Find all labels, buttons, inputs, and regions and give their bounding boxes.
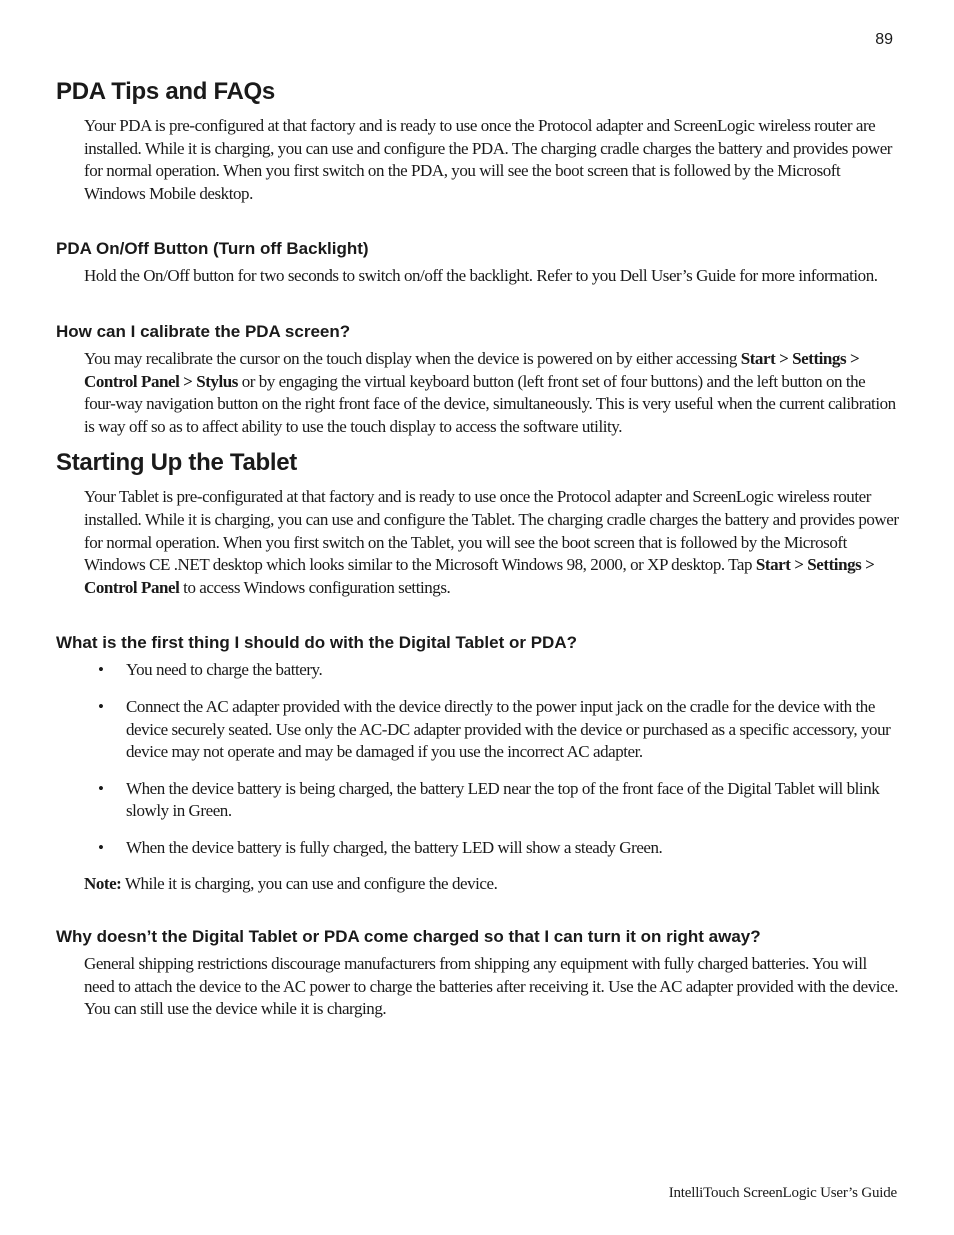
list-item-text: You need to charge the battery. — [126, 660, 323, 680]
list-item — [56, 778, 899, 823]
note-text: While it is charging, you can use and configure the device. — [121, 874, 498, 894]
bullet-icon: • — [98, 778, 104, 798]
subsection-title-calibrate: How can I calibrate the PDA screen? — [56, 321, 351, 341]
first-thing-bullet-list — [56, 659, 899, 859]
page-content — [56, 78, 899, 1021]
section-title-pda-tips: PDA Tips and FAQs — [56, 78, 275, 105]
subsection-title-first-thing: What is the first thing I should do with the Digital Tablet or PDA? — [56, 633, 577, 653]
page-number: 89 — [875, 31, 893, 48]
section-title-tablet: Starting Up the Tablet — [56, 449, 297, 477]
note-label: Note: — [84, 874, 122, 894]
calibrate-body — [84, 348, 899, 438]
footer-guide-title: IntelliTouch ScreenLogic User’s Guide — [668, 1185, 897, 1201]
note — [84, 873, 899, 896]
list-item-text: Connect the AC adapter provided with the device directly to the power input jack on the cradle for the device with the device securely seated. Use only the AC-DC adapter provided with the device or purchased as a specific accessory, your device may not operate and may be damaged if you use the incorrect AC adapter. — [126, 696, 891, 762]
list-item-text: When the device battery is fully charged, the battery LED will show a steady Green. — [126, 837, 663, 857]
calibrate-text-2: or by engaging the virtual keyboard button (left front set of four buttons) and the left button on the four-way navigation button on the right front face of the device, simultaneously. This is very useful when the current calibration is way off so as to affect ability to use the touch display to access the software utility. — [84, 371, 896, 436]
onoff-body: Hold the On/Off button for two seconds to switch on/off the backlight. Refer to you Dell User’s Guide for more information. — [84, 266, 878, 286]
tablet-text-2: to access Windows configuration settings. — [179, 577, 451, 597]
list-item — [56, 659, 899, 682]
bullet-icon: • — [98, 837, 104, 857]
bullet-icon: • — [98, 696, 104, 716]
why-not-charged-body: General shipping restrictions discourage manufacturers from shipping any equipment with fully charged batteries. You will need to attach the device to the AC power to charge the batteries after receiving it. Use the AC adapter provided with the device. You can still use the device while it is charging. — [84, 954, 899, 1019]
subsection-title-onoff: PDA On/Off Button (Turn off Backlight) — [56, 239, 369, 259]
bullet-icon: • — [98, 660, 104, 680]
list-item-text: When the device battery is being charged, the battery LED near the top of the front face of the Digital Tablet will blink slowly in Green. — [126, 778, 880, 821]
tablet-body — [84, 486, 899, 599]
subsection-title-why-not-charged: Why doesn’t the Digital Tablet or PDA come charged so that I can turn it on right away? — [56, 927, 761, 947]
list-item — [56, 837, 899, 860]
tablet-menu-path: Start > Settings > Control Panel — [84, 555, 875, 597]
pda-tips-intro: Your PDA is pre-configured at that factory and is ready to use once the Protocol adapter and ScreenLogic wireless router are installed. While it is charging, you can use and configure the PDA. The charging cradle charges the battery and provides power for normal operation. When you first switch on the PDA, you will see the boot screen that is followed by the Microsoft Windows Mobile desktop. — [84, 116, 893, 203]
list-item — [56, 696, 899, 764]
calibrate-text-1: You may recalibrate the cursor on the touch display when the device is powered on by either accessing — [84, 348, 741, 368]
tablet-text-1: Your Tablet is pre-configurated at that factory and is ready to use once the Protocol adapter and ScreenLogic wireless router installed. While it is charging, you can use and configure the Tablet. The charging cradle charges the battery and provides power for normal operation. When you first switch on the Tablet, you will see the boot screen that is followed by the Microsoft Windows CE .NET desktop which looks similar to the Microsoft Windows 98, 2000, or XP desktop. Tap — [84, 487, 899, 575]
calibrate-menu-path: Start > Settings > Control Panel > Stylus — [84, 348, 860, 391]
